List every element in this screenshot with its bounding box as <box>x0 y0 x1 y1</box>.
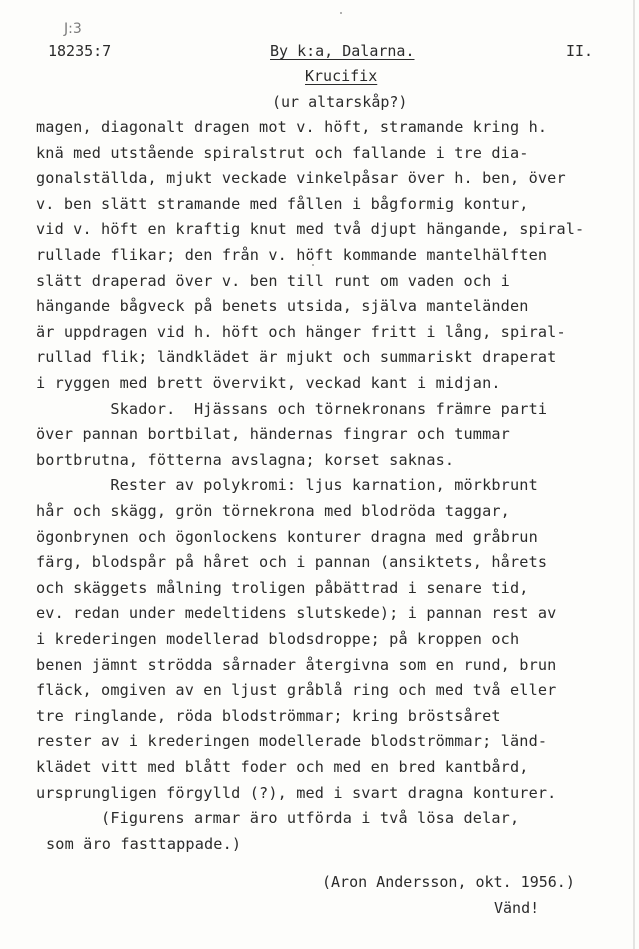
catalog-number: 18235:7 <box>48 42 112 60</box>
text-line: som äro fasttappade.) <box>46 834 242 853</box>
text-line: gonalställda, mjukt veckade vinkelpåsar över h. ben, över <box>36 169 566 188</box>
text-line: bortbrutna, fötterna avslagna; korset saknas. <box>36 450 455 469</box>
text-line: v. ben slätt stramande med fållen i bågformig kontur, <box>36 194 529 213</box>
object-subtitle: (ur altarskåp?) <box>272 93 408 111</box>
text-line: färg, blodspår på håret och i pannan (ansiktets, hårets <box>36 553 548 572</box>
object-title: Krucifix <box>305 67 378 85</box>
text-line: klädet vitt med blått foder och med en bred kantbård, <box>36 758 529 776</box>
text-line: (Figurens armar äro utförda i två lösa delar, <box>36 809 520 828</box>
speck-mark <box>340 12 342 14</box>
text-line: i krederingen modellerad blodsdroppe; på kroppen och <box>36 630 520 648</box>
text-line: rullade flikar; den från v. höft kommande mantelhälften <box>36 246 548 264</box>
text-line: Rester av polykromi: ljus karnation, mörkbrunt <box>36 476 538 495</box>
text-line: benen jämnt strödda sårnader återgivna som en rund, brun <box>36 655 557 674</box>
text-line: rullad flik; ländklädet är mjukt och summariskt draperat <box>36 348 557 367</box>
text-line: över pannan bortbilat, händernas fingrar och tummar <box>36 425 510 444</box>
page-edge-shadow <box>633 0 635 949</box>
text-line: ursprungligen förgylld (?), med i svart dragna konturer. <box>36 783 557 802</box>
page-number: II. <box>566 42 594 60</box>
text-line: i ryggen med brett övervikt, veckad kant i midjan. <box>36 374 501 392</box>
speck-mark <box>312 264 314 266</box>
text-line: hår och skägg, grön törnekrona med blodröda taggar, <box>36 502 510 520</box>
text-line: fläck, omgiven av en ljust gråblå ring och med två eller <box>36 681 557 700</box>
location-heading: By k:a, Dalarna. <box>270 42 415 60</box>
signature-line: (Aron Andersson, okt. 1956.) <box>322 873 575 891</box>
text-line: och skäggets målning troligen påbättrad i senare tid, <box>36 578 529 597</box>
text-line: tre ringlande, röda blodströmmar; kring bröstsåret <box>36 706 501 725</box>
turn-page-note: Vänd! <box>494 899 540 917</box>
text-line: magen, diagonalt dragen mot v. höft, stramande kring h. <box>36 118 548 136</box>
text-line: hängande bågveck på benets utsida, själva manteländen <box>36 297 529 316</box>
handwritten-mark: J:3 <box>64 21 82 37</box>
text-line: knä med utstående spiralstrut och fallande i tre dia- <box>36 143 529 162</box>
text-line: ögonbrynen och ögonlockens konturer dragna med gråbrun <box>36 527 538 546</box>
text-line: rester av i krederingen modellerade blodströmmar; länd- <box>36 732 548 751</box>
text-line: slätt draperad över v. ben till runt om vaden och i <box>36 271 510 290</box>
text-line: är uppdragen vid h. höft och hänger fritt i lång, spiral- <box>36 322 566 341</box>
text-line: vid v. höft en kraftig knut med två djupt hängande, spiral- <box>36 220 585 239</box>
text-line: ev. redan under medeltidens slutskede); i pannan rest av <box>36 604 557 623</box>
text-line: Skador. Hjässans och törnekronans främre parti <box>36 399 548 418</box>
